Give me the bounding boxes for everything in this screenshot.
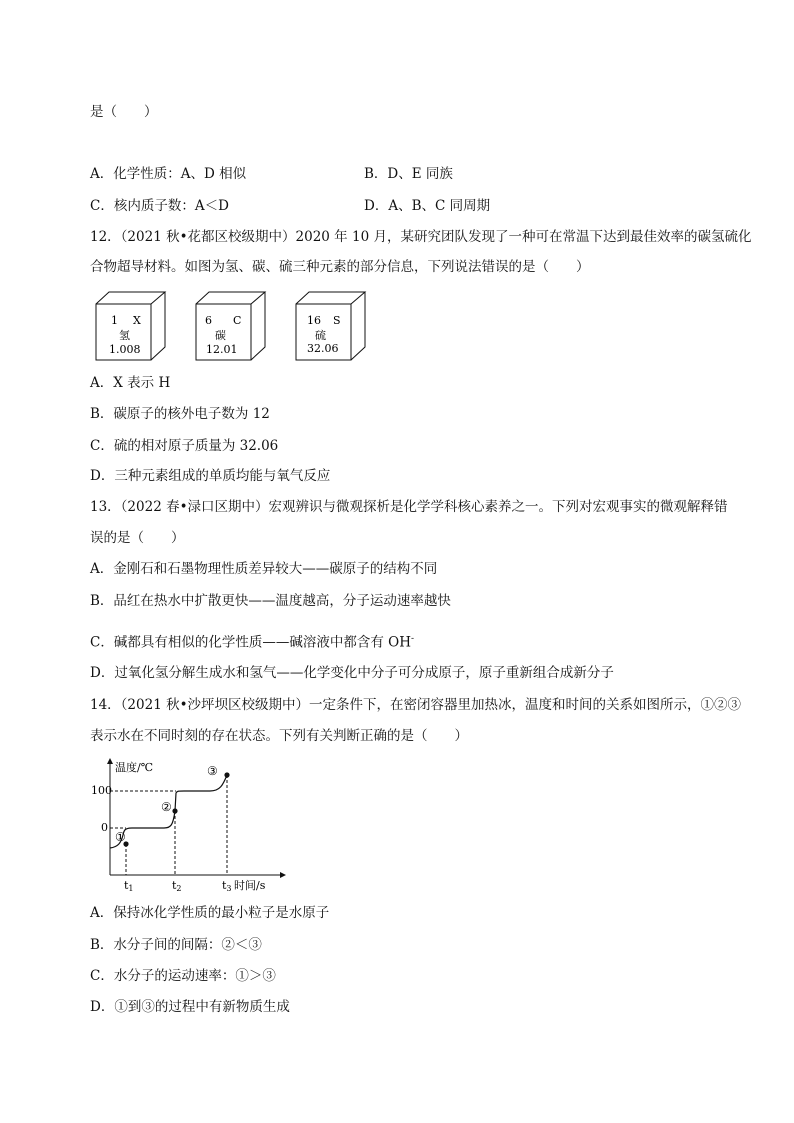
- q11-tail: 是（ ）: [90, 104, 158, 120]
- q12-option-c: C．硫的相对原子质量为 32.06: [90, 438, 279, 454]
- cube1-mass: 1.008: [109, 343, 141, 356]
- point-2: [172, 808, 177, 813]
- q11-option-c: C．核内质子数：A＜D: [90, 198, 229, 214]
- cube2-number: 6: [205, 314, 212, 327]
- element-cubes-figure: [95, 290, 375, 370]
- cube2-symbol: C: [233, 314, 242, 327]
- cube3-name: 硫: [315, 329, 326, 342]
- q11-option-b: B．D、E 同族: [364, 166, 453, 182]
- q13-option-c-text: C．碱都具有相似的化学性质——碱溶液中都含有 OH: [90, 634, 411, 651]
- cube2-name: 碳: [215, 329, 226, 342]
- q14-option-d: D．①到③的过程中有新物质生成: [90, 999, 290, 1015]
- q13-option-b: B．品红在热水中扩散更快——温度越高，分子运动速率越快: [90, 593, 451, 609]
- point-3: [224, 772, 229, 777]
- q13-option-c: [90, 630, 414, 652]
- cube1-number: 1: [111, 314, 118, 327]
- x-tick-t2: t2: [172, 879, 182, 893]
- cube3-mass: 32.06: [307, 342, 339, 355]
- x-tick-t3: t3: [222, 879, 232, 893]
- q13-stem-line1: 13．（2022 春•渌口区期中）宏观辨识与微观探析是化学学科核心素养之一。下列对宏观事实的微观解释错: [90, 499, 728, 515]
- q14-option-b: B．水分子间的间隔：②＜③: [90, 937, 262, 953]
- y-axis-label: 温度/℃: [115, 761, 154, 774]
- cube3-number: 16: [307, 314, 321, 327]
- q13-stem-line2: 误的是（ ）: [90, 530, 185, 546]
- state-label-2: ②: [161, 800, 172, 814]
- x-axis-label: 时间/s: [234, 879, 266, 892]
- q12-option-b: B．碳原子的核外电子数为 12: [90, 406, 270, 422]
- temperature-time-graph: [88, 755, 288, 895]
- cube1-name: 氢: [119, 329, 130, 342]
- cube2-mass: 12.01: [206, 343, 238, 356]
- q14-option-c: C．水分子的运动速率：①＞③: [90, 968, 276, 984]
- q13-option-a: A．金刚石和石墨物理性质差异较大——碳原子的结构不同: [90, 561, 438, 577]
- q14-stem-line1: 14．（2021 秋•沙坪坝区校级期中）一定条件下，在密闭容器里加热冰，温度和时间的关系如图所示，①②③: [90, 697, 742, 713]
- q12-option-d: D．三种元素组成的单质均能与氧气反应: [90, 468, 331, 484]
- state-label-3: ③: [207, 764, 218, 778]
- state-label-1: ①: [115, 830, 126, 844]
- y-tick-0: 0: [101, 821, 108, 834]
- cube3-symbol: S: [333, 314, 341, 327]
- q14-option-a: A．保持冰化学性质的最小粒子是水原子: [90, 905, 330, 921]
- y-tick-100: 100: [91, 784, 112, 797]
- q12-stem-line1: 12．（2021 秋•花都区校级期中）2020 年 10 月，某研究团队发现了一种可在常温下达到最佳效率的碳氢硫化: [90, 229, 752, 245]
- q14-stem-line2: 表示水在不同时刻的存在状态。下列有关判断正确的是（ ）: [90, 728, 468, 744]
- hydroxide-charge: -: [410, 634, 415, 644]
- q11-option-a: A．化学性质：A、D 相似: [90, 166, 247, 182]
- x-tick-t1: t1: [124, 879, 134, 893]
- q12-stem-line2: 合物超导材料。如图为氢、碳、硫三种元素的部分信息，下列说法错误的是（ ）: [90, 259, 590, 275]
- q11-option-d: D．A、B、C 同周期: [364, 198, 491, 214]
- q12-option-a: A．X 表示 H: [90, 375, 171, 391]
- cube1-symbol: X: [133, 314, 141, 327]
- q13-option-d: D．过氧化氢分解生成水和氢气——化学变化中分子可分成原子，原子重新组合成新分子: [90, 665, 614, 681]
